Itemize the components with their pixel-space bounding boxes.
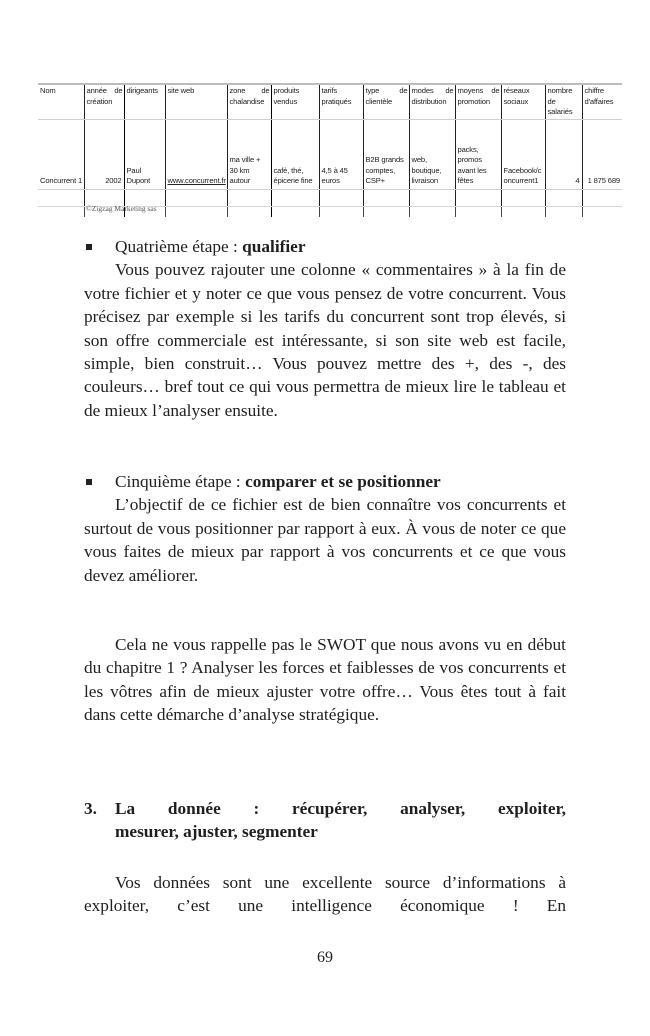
heading-line-1: La donnée : récupérer, analyser, exploiter, [115,799,566,818]
competitor-spreadsheet [38,83,622,217]
cell-chiffre-affaires: 1 875 689 [582,119,622,189]
section-step4 [84,235,566,422]
col-header-reseaux-sociaux: réseaux sociaux [501,84,545,119]
cell-reseaux-sociaux: Facebook/concurrent1 [501,119,545,189]
heading-number: 3. [84,799,97,818]
col-header-zone-chalandise: zone de chalandise [227,84,271,119]
cell-zone-chalandise: ma ville + 30 km autour [227,119,271,189]
page-number: 69 [317,949,333,966]
table-header-row [38,84,622,119]
col-header-site-web: site web [165,84,227,119]
cell-tarifs: 4,5 à 45 euros [319,119,363,189]
step5-keyword: comparer et se positionner [245,472,441,491]
square-bullet-icon [86,479,92,485]
col-header-modes-distribution: modes de distribution [409,84,455,119]
competitor-table [38,83,622,217]
section-swot [84,633,566,727]
table-row [38,119,622,189]
section-step5 [84,470,566,587]
cell-type-clientele: B2B grands comptes, CSP+ [363,119,409,189]
col-header-nom: Nom [38,84,84,119]
cell-annee-creation: 2002 [84,119,124,189]
cell-nombre-salaries: 4 [545,119,582,189]
col-header-dirigeants: dirigeants [124,84,165,119]
cell-moyens-promotion: packs, promos avant les fêtes [455,119,501,189]
bullet-step5: Cinquième étape : comparer et se positionner [84,470,566,493]
heading-line-2: mesurer, ajuster, segmenter [115,822,318,842]
col-header-produits-vendus: produits vendus [271,84,319,119]
step5-paragraph: L’objectif de ce fichier est de bien connaître vos concurrents et surtout de vous positionner par rapport à eux. À vous de noter ce que vous faites de mieux par rapport à vos concurrents et ce que vous devez améliorer. [84,495,566,585]
col-header-chiffre-affaires: chiffre d'affaires [582,84,622,119]
data-paragraph: Vos données sont une excellente source d’informations à exploiter, c’est une intelligence économique ! En [84,873,566,916]
table-credit: ©Zigzag Marketing sas [86,204,157,213]
step4-paragraph: Vous pouvez rajouter une colonne « commentaires » à la fin de votre fichier et y noter ce que vous pensez de votre concurrent. Vous précisez par exemple si les tarifs du concurrent sont trop élevés, si son offre commerciale est intéressante, si son site web est facile, simple, bien construit… Vous pouvez mettre des +, des -, des couleurs… bref tout ce qui vous permettra de mieux lire le tableau et de mieux l’analyser ensuite. [84,260,566,420]
cell-produits-vendus: café, thé, épicerie fine [271,119,319,189]
col-header-nombre-salaries: nombre de salariés [545,84,582,119]
col-header-moyens-promotion: moyens de promotion [455,84,501,119]
square-bullet-icon [86,244,92,250]
section-data [84,871,566,918]
step4-keyword: qualifier [242,237,306,256]
cell-modes-distribution: web, boutique, livraison [409,119,455,189]
section-heading-3 [84,797,566,844]
cell-dirigeants: Paul Dupont [124,119,165,189]
cell-site-web-link[interactable]: www.concurrent.fr [165,119,227,189]
col-header-type-clientele: type de clientèle [363,84,409,119]
cell-nom: Concurrent 1 [38,119,84,189]
col-header-annee-creation: année de création [84,84,124,119]
col-header-tarifs: tarifs pratiqués [319,84,363,119]
swot-paragraph: Cela ne vous rappelle pas le SWOT que nous avons vu en début du chapitre 1 ? Analyser les forces et faiblesses de vos concurrents et les vôtres afin de mieux ajuster votre offre… Vous êtes tout à fait dans cette démarche d’analyse stratégique. [84,635,566,725]
bullet-step4: Quatrième étape : qualifier [84,235,566,258]
